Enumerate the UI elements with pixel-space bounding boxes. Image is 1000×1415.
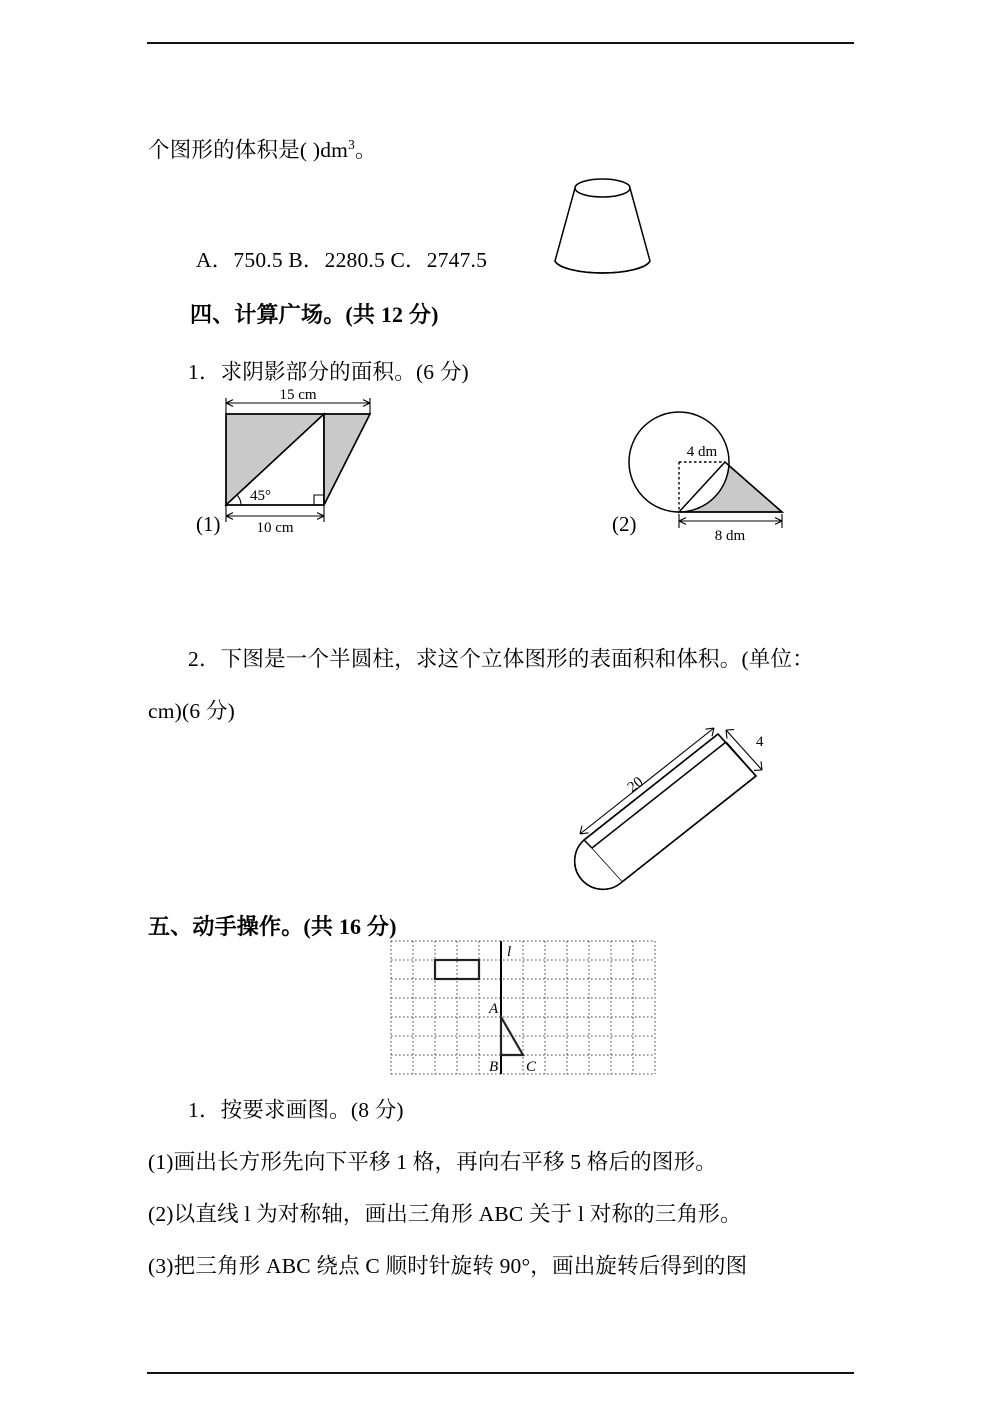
q2-line1-text: 2．下图是一个半圆柱，求这个立体图形的表面积和体积。(单位： xyxy=(188,647,814,671)
carryover-question-text xyxy=(148,136,377,165)
carryover-superscript: 3 xyxy=(348,137,355,152)
triangle-label-C: C xyxy=(526,1059,537,1075)
shaded-trapezoid-figure xyxy=(218,387,398,536)
triangle-label-B: B xyxy=(489,1059,499,1075)
circle-radius-label: 4 dm xyxy=(686,444,718,460)
coordinate-grid-figure xyxy=(388,938,658,1078)
header-rule xyxy=(147,42,854,44)
figure-1-tag: (1) xyxy=(196,512,221,536)
multiple-choice-options: A．750.5 B．2280.5 C．2747.5 xyxy=(196,248,488,272)
frustum-figure xyxy=(530,166,660,276)
section-four-q2-line2: cm)(6 分) xyxy=(148,699,235,723)
section-five-q1-text: 1．按要求画图。(8 分) xyxy=(188,1098,404,1122)
trapezoid-bottom-dim-label: 10 cm xyxy=(256,520,294,536)
section-four-heading: 四、计算广场。(共 12 分) xyxy=(190,302,439,327)
carryover-tail: 。 xyxy=(354,138,377,163)
figure-2-tag: (2) xyxy=(612,512,637,536)
section-five-q1-item-2: (2)以直线 l 为对称轴，画出三角形 ABC 关于 l 对称的三角形。 xyxy=(148,1202,742,1226)
section-four-q1-text: 1．求阴影部分的面积。(6 分) xyxy=(188,360,469,384)
trapezoid-top-dim-label: 15 cm xyxy=(279,387,317,403)
trapezoid-angle-label: 45° xyxy=(250,488,271,504)
cylinder-length-label: 20 xyxy=(624,773,647,796)
section-five-q1-item-1: (1)画出长方形先向下平移 1 格，再向右平移 5 格后的图形。 xyxy=(148,1150,717,1174)
section-five-heading: 五、动手操作。(共 16 分) xyxy=(148,914,397,939)
cylinder-diameter-label: 4 xyxy=(756,734,764,750)
footer-rule xyxy=(147,1372,854,1374)
triangle-base-label: 8 dm xyxy=(714,528,746,544)
half-cylinder-figure xyxy=(560,722,800,882)
section-four-q2-line1 xyxy=(188,645,814,674)
circle-triangle-figure xyxy=(622,404,802,544)
triangle-label-A: A xyxy=(489,1001,499,1017)
axis-label-l: l xyxy=(507,944,512,960)
carryover-text: 个图形的体积是( )dm xyxy=(148,138,349,163)
section-five-q1-item-3: (3)把三角形 ABC 绕点 C 顺时针旋转 90°，画出旋转后得到的图 xyxy=(148,1254,748,1278)
